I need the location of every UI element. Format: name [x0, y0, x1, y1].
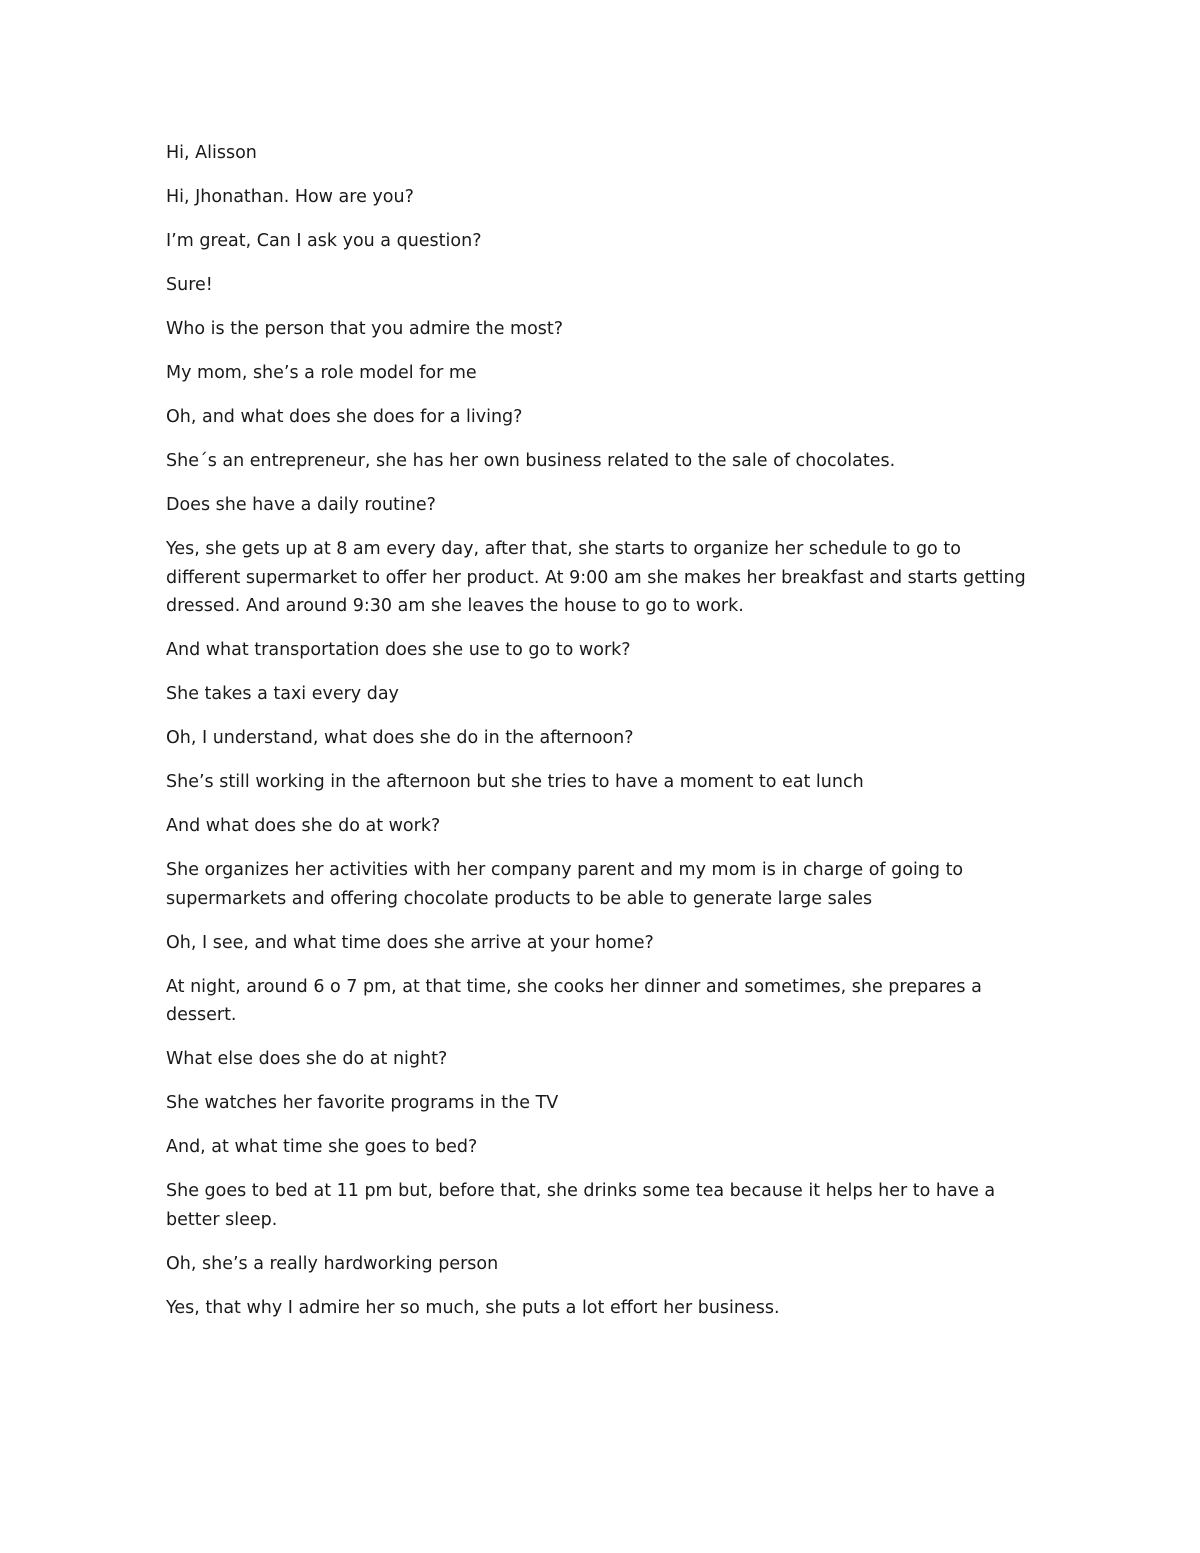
dialogue-line: She’s still working in the afternoon but she tries to have a moment to eat lunch [166, 772, 864, 792]
dialogue-line: At night, around 6 o 7 pm, at that time, she cooks her dinner and sometimes, she prepares a dessert. [166, 976, 982, 1025]
dialogue-line: I’m great, Can I ask you a question? [166, 231, 482, 251]
dialogue-line: Hi, Alisson [166, 143, 257, 163]
dialogue-line: She organizes her activities with her company parent and my mom is in charge of going to supermarkets and offering chocolate products to be able to generate large sales [166, 860, 964, 909]
dialogue-line: Oh, she’s a really hardworking person [166, 1253, 499, 1274]
dialogue-line: She goes to bed at 11 pm but, before that, she drinks some tea because it helps her to have a better sleep. [166, 1181, 996, 1230]
dialogue-line: Oh, I understand, what does she do in the afternoon? [166, 728, 634, 748]
dialogue-line: Yes, she gets up at 8 am every day, after that, she starts to organize her schedule to go to different supermarket to offer her product. At 9:00 am she makes her breakfast and starts getting dressed. And around 9:30 am she leaves the house to go to work. [166, 539, 1026, 616]
dialogue-line: Oh, I see, and what time does she arrive at your home? [166, 932, 654, 953]
dialogue-line: And what does she do at work? [166, 816, 441, 836]
dialogue-line: She´s an entrepreneur, she has her own business related to the sale of chocolates. [166, 451, 896, 471]
dialogue-line: Yes, that why I admire her so much, she puts a lot effort her business. [166, 1297, 780, 1318]
dialogue-line: Hi, Jhonathan. How are you? [166, 187, 414, 207]
dialogue-line: Does she have a daily routine? [166, 495, 436, 515]
dialogue-line: Who is the person that you admire the most? [166, 319, 564, 339]
dialogue-line: She takes a taxi every day [166, 684, 399, 704]
dialogue-line: What else does she do at night? [166, 1049, 448, 1069]
dialogue-line: Sure! [166, 275, 213, 295]
dialogue-line: Oh, and what does she does for a living? [166, 407, 523, 427]
dialogue-line: And, at what time she goes to bed? [166, 1137, 478, 1157]
dialogue-line: And what transportation does she use to go to work? [166, 640, 631, 660]
document-body [166, 139, 1036, 1338]
dialogue-line: She watches her favorite programs in the TV [166, 1093, 559, 1113]
dialogue-line: My mom, she’s a role model for me [166, 363, 477, 383]
